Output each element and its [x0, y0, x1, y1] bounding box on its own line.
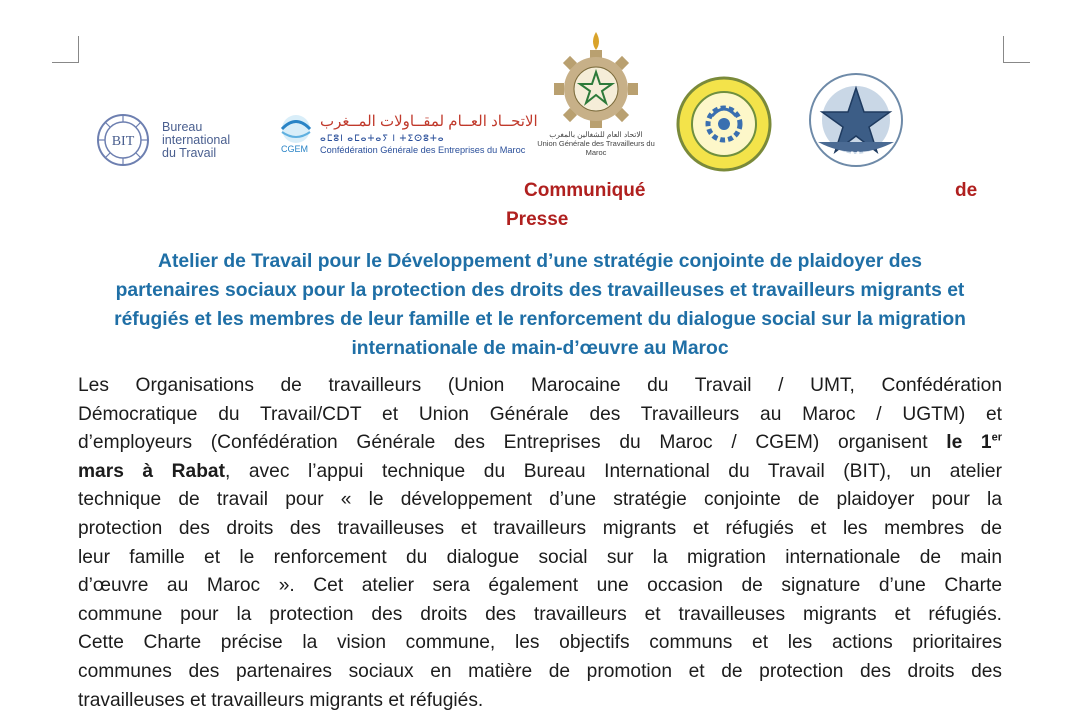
umt-label: UMT	[838, 149, 874, 163]
bit-logo	[92, 112, 252, 168]
cgem-globe-icon	[274, 112, 318, 146]
body-line-6: protection des droits des travailleuses et travailleurs migrants et réfugiés et les membres de	[78, 517, 1002, 539]
body-line-10: Cette Charte précise la vision commune, les objectifs communs et les actions prioritaires	[78, 632, 1002, 654]
event-date-place: mars à Rabat	[78, 460, 225, 482]
bit-emblem-label: BIT	[111, 134, 135, 149]
bit-name: Bureau international du Travail	[162, 119, 231, 160]
bit-emblem-icon	[92, 112, 154, 168]
cdt-emblem-icon	[672, 72, 776, 176]
body-line-12: travailleuses et travailleurs migrants et réfugiés.	[78, 689, 484, 711]
cgem-arabic: الاتحــاد العــام لمقــاولات المــغرب	[320, 113, 538, 130]
title-communique: Communiqué	[524, 180, 646, 201]
ugtm-logo	[532, 30, 660, 160]
body-line-2: Démocratique du Travail/CDT et Union Générale des Travailleurs au Maroc / UGTM) et	[78, 403, 1002, 425]
cgem-logo	[268, 112, 538, 162]
crop-mark-top-right	[1003, 36, 1030, 63]
ugtm-caption: الاتحاد العام للشغالين بالمغرب Union Générale des Travailleurs du Maroc	[537, 130, 655, 157]
body-line-1: Les Organisations de travailleurs (Union Marocaine du Travail / UMT, Confédération	[78, 375, 1002, 396]
cdt-logo	[672, 72, 776, 176]
cgem-tifinagh: ⴰⵎⵓⵏ ⴰⵎⴰⵜⴰⵢ ⵏ ⵜⵉⵙⵓⵜⴰ	[320, 133, 445, 143]
body-line-4: mars à Rabat, avec l’appui technique du Bureau International du Travail (BIT), un atelier	[78, 460, 1002, 482]
body-paragraph	[78, 372, 1002, 715]
ugtm-gear-emblem-icon	[532, 30, 660, 130]
headline-line-2: partenaires sociaux pour la protection des droits des travailleuses et travailleurs migrants et	[115, 280, 965, 301]
headline-line-1: Atelier de Travail pour le Développement d’une stratégie conjointe de plaidoyer des	[158, 251, 922, 272]
headline-line-3: réfugiés et les membres de leur famille et le renforcement du dialogue social sur la migration	[114, 309, 966, 330]
body-line-9: commune pour la protection des droits des travailleurs et travailleuses migrants et réfugiés.	[78, 603, 1002, 625]
umt-emblem-icon	[796, 70, 916, 170]
event-date-day: le 1	[946, 432, 992, 454]
event-date-sup: er	[991, 431, 1002, 444]
body-line-8: d’œuvre au Maroc ». Cet atelier sera également une occasion de signature d’une Charte	[78, 575, 1002, 597]
cgem-short: CGEM	[281, 144, 308, 154]
cgem-french: Confédération Générale des Entreprises du Maroc	[320, 145, 526, 155]
body-line-5: technique de travail pour « le développement d’une stratégie conjointe de plaidoyer pour la	[78, 489, 1002, 511]
headline-line-4: internationale de main-d’œuvre au Maroc	[351, 338, 729, 359]
title-presse: Presse	[506, 209, 569, 230]
body-line-3: d’employeurs (Confédération Générale des Entreprises du Maroc / CGEM) organisent le 1er	[78, 431, 1002, 454]
title-de: de	[955, 180, 978, 201]
body-line-11: communes des partenaires sociaux en matière de promotion et de protection des droits des	[78, 660, 1002, 682]
headline	[76, 247, 1004, 363]
umt-logo	[796, 70, 916, 170]
crop-mark-top-left	[52, 36, 79, 63]
body-line-7: leur famille et le renforcement du dialogue social sur la migration internationale de main	[78, 546, 1002, 568]
